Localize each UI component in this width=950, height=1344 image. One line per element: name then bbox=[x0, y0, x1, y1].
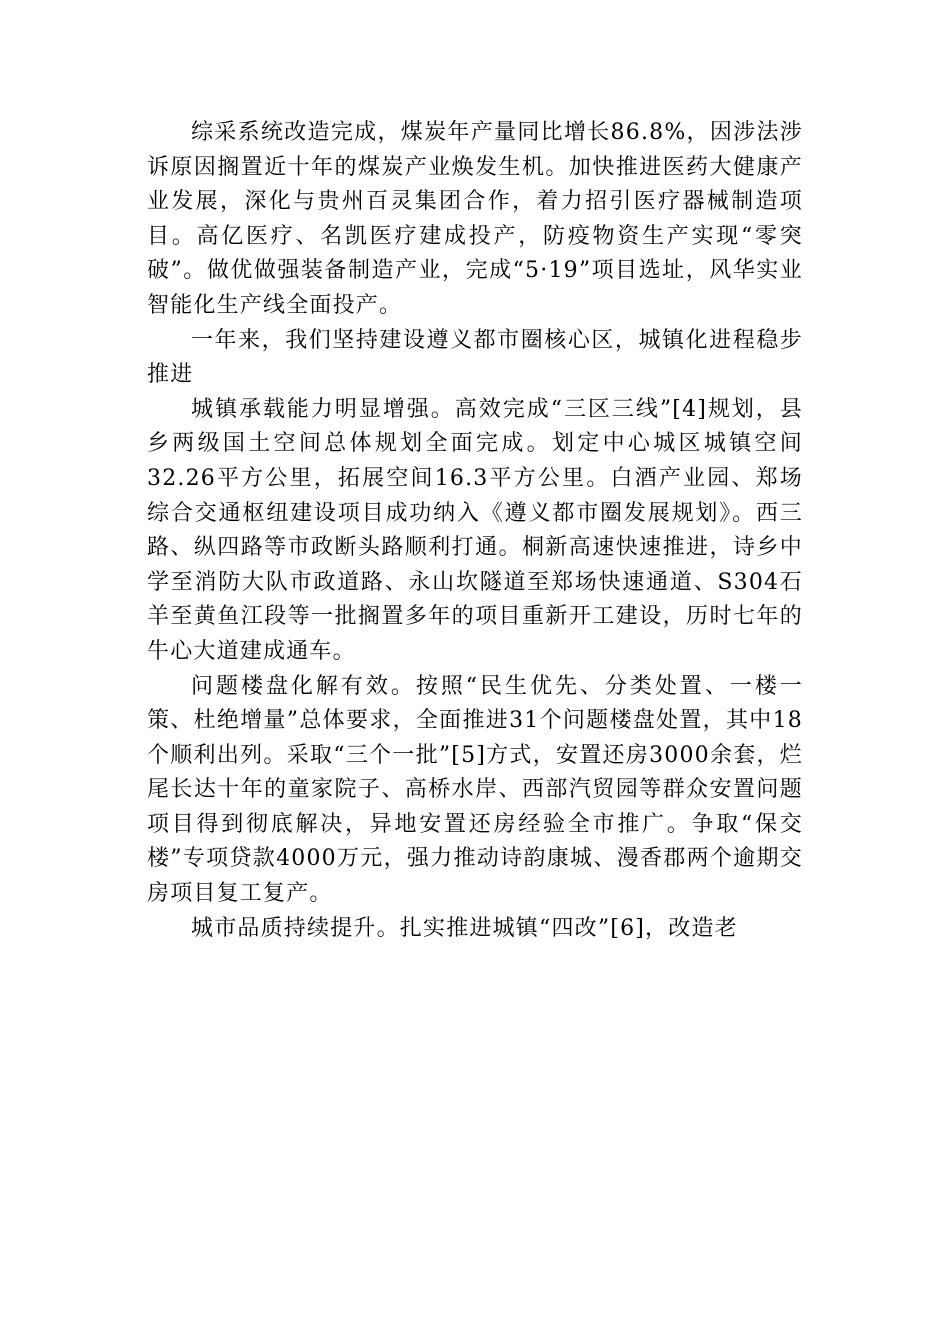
paragraph-problem-housing: 问题楼盘化解有效。按照“民生优先、分类处置、一楼一策、杜绝增量”总体要求，全面推进31个问题楼盘处置，其中18个顺利出列。采取“三个一批”[5]方式，安置还房3000余套，烂尾长达十年的童家院子、高桥水岸、西部汽贸园等群众安置问题项目得到彻底解决，异地安置还房经验全市推广。争取“保交楼”专项贷款4000万元，强力推动诗韵康城、漫香郡两个逾期交房项目复工复产。 bbox=[147, 673, 803, 907]
document-body bbox=[147, 116, 803, 946]
paragraph-urbanization-heading: 一年来，我们坚持建设遵义都市圈核心区，城镇化进程稳步推进 bbox=[147, 327, 803, 388]
paragraph-urban-capacity: 城镇承载能力明显增强。高效完成“三区三线”[4]规划，县乡两级国土空间总体规划全面完成。划定中心城区城镇空间32.26平方公里，拓展空间16.3平方公里。白酒产业园、郑场综合交通枢纽建设项目成功纳入《遵义都市圈发展规划》。西三路、纵四路等市政断头路顺利打通。桐新高速快速推进，诗乡中学至消防大队市政道路、永山坎隧道至郑场快速通道、S304石羊至黄鱼江段等一批搁置多年的项目重新开工建设，历时七年的牛心大道建成通车。 bbox=[147, 396, 803, 664]
paragraph-city-quality: 城市品质持续提升。扎实推进城镇“四改”[6]，改造老 bbox=[191, 915, 738, 941]
paragraph-coal-medical-industry: 综采系统改造完成，煤炭年产量同比增长86.8%，因涉法涉诉原因搁置近十年的煤炭产业焕发生机。加快推进医药大健康产业发展，深化与贵州百灵集团合作，着力招引医疗器械制造项目。高亿医疗、名凯医疗建成投产，防疫物资生产实现“零突破”。做优做强装备制造产业，完成“5·19”项目选址，风华实业智能化生产线全面投产。 bbox=[147, 120, 803, 318]
